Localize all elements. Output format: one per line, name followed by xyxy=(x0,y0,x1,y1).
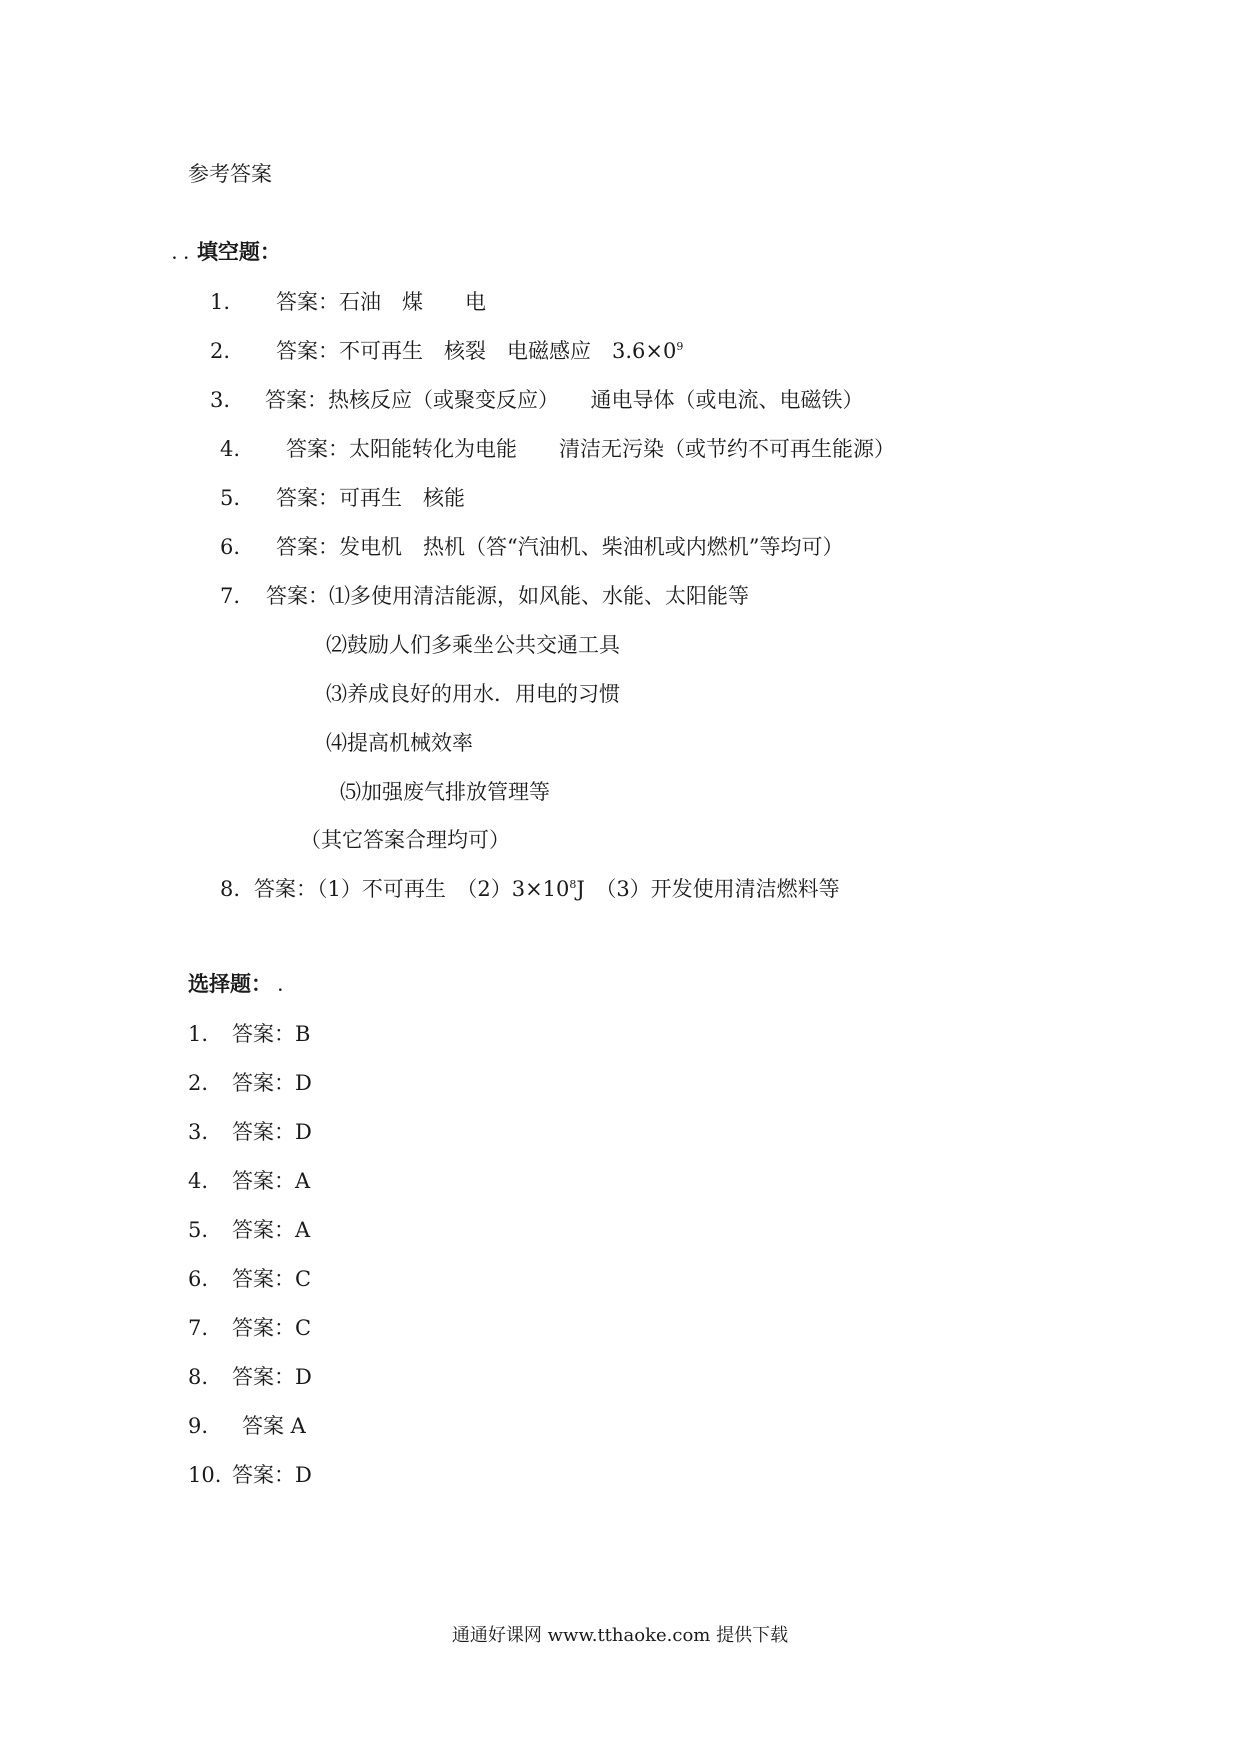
item-number: 1. xyxy=(210,290,231,314)
item-number: 2. xyxy=(210,339,231,363)
item-number: 8. xyxy=(220,877,241,901)
fill-item-7-sub-3: ⑶养成良好的用水．用电的习惯 xyxy=(326,682,620,706)
item-answer: 答案 A xyxy=(242,1414,306,1438)
fill-heading-text: 填空题： xyxy=(196,239,281,264)
item-number: 5. xyxy=(188,1218,209,1242)
choice-heading-text: 选择题： xyxy=(188,971,272,996)
item-answer: 答案：B xyxy=(232,1022,311,1046)
item-answer: 答案：可再生 核能 xyxy=(276,486,465,510)
item-number: 6. xyxy=(188,1267,209,1291)
fill-item-3 xyxy=(210,386,864,414)
item-answer: 答案：D xyxy=(232,1463,312,1487)
item-number: 10. xyxy=(188,1463,222,1487)
exponent: 9 xyxy=(676,340,684,353)
item-answer: 答案：热核反应（或聚变反应） 通电导体（或电流、电磁铁） xyxy=(265,388,864,412)
fill-item-7 xyxy=(220,582,749,610)
item-answer: 答案：⑴多使用清洁能源，如风能、水能、太阳能等 xyxy=(266,584,749,608)
item-number: 6. xyxy=(220,535,241,559)
choice-item-9 xyxy=(188,1412,306,1440)
fill-item-5 xyxy=(220,484,465,512)
choice-item-1 xyxy=(188,1020,311,1048)
item-number: 2. xyxy=(188,1071,209,1095)
fill-heading xyxy=(172,238,281,269)
item-answer: 答案：太阳能转化为电能 清洁无污染（或节约不可再生能源） xyxy=(286,437,895,461)
exponent: 8 xyxy=(569,878,577,891)
item-answer: 答案：D xyxy=(232,1071,312,1095)
fill-item-4 xyxy=(220,435,895,463)
choice-heading xyxy=(188,970,284,1001)
item-number: 8. xyxy=(188,1365,209,1389)
item-number: 3. xyxy=(210,388,231,412)
footer-source: 通通好课网 www.tthaoke.com 提供下载 xyxy=(451,1625,789,1646)
choice-item-7 xyxy=(188,1314,312,1342)
fill-item-7-note: （其它答案合理均可） xyxy=(300,828,510,852)
item-number: 7. xyxy=(188,1316,209,1340)
item-answer: 答案：D xyxy=(232,1365,312,1389)
item-number: 4. xyxy=(188,1169,209,1193)
choice-item-8 xyxy=(188,1363,312,1391)
choice-item-2 xyxy=(188,1069,312,1097)
choice-item-5 xyxy=(188,1216,311,1244)
item-number: 9. xyxy=(188,1414,209,1438)
fill-item-7-sub-4: ⑷提高机械效率 xyxy=(326,731,473,755)
item-answer: 答案：C xyxy=(232,1267,312,1291)
choice-item-4 xyxy=(188,1167,311,1195)
item-answer: 答案：C xyxy=(232,1316,312,1340)
item-answer-tail: J （3）开发使用清洁燃料等 xyxy=(576,877,840,901)
fill-item-6 xyxy=(220,533,844,561)
choice-item-6 xyxy=(188,1265,312,1293)
choice-item-10 xyxy=(188,1461,312,1489)
item-number: 5. xyxy=(220,486,241,510)
decorative-dots: . . xyxy=(172,247,190,263)
item-answer: 答案：D xyxy=(232,1120,312,1144)
item-number: 7. xyxy=(220,584,241,608)
fill-item-1 xyxy=(210,288,486,316)
item-answer: 答案：A xyxy=(232,1218,311,1242)
item-answer: 答案：石油 煤 电 xyxy=(276,290,486,314)
item-answer: 答案：发电机 热机（答“汽油机、柴油机或内燃机”等均可） xyxy=(276,535,844,559)
item-answer: 答案：A xyxy=(232,1169,311,1193)
item-number: 1. xyxy=(188,1022,209,1046)
item-number: 3. xyxy=(188,1120,209,1144)
page-title: 参考答案 xyxy=(188,162,272,186)
item-answer: 答案：不可再生 核裂 电磁感应 3.6×0 xyxy=(276,339,677,363)
item-answer: 答案：（1）不可再生 （2）3×10 xyxy=(254,877,570,901)
fill-item-7-sub-2: ⑵鼓励人们多乘坐公共交通工具 xyxy=(326,633,620,657)
choice-item-3 xyxy=(188,1118,312,1146)
decorative-dots: . xyxy=(272,979,284,995)
item-number: 4. xyxy=(220,437,241,461)
fill-item-7-sub-5: ⑸加强废气排放管理等 xyxy=(340,780,550,804)
